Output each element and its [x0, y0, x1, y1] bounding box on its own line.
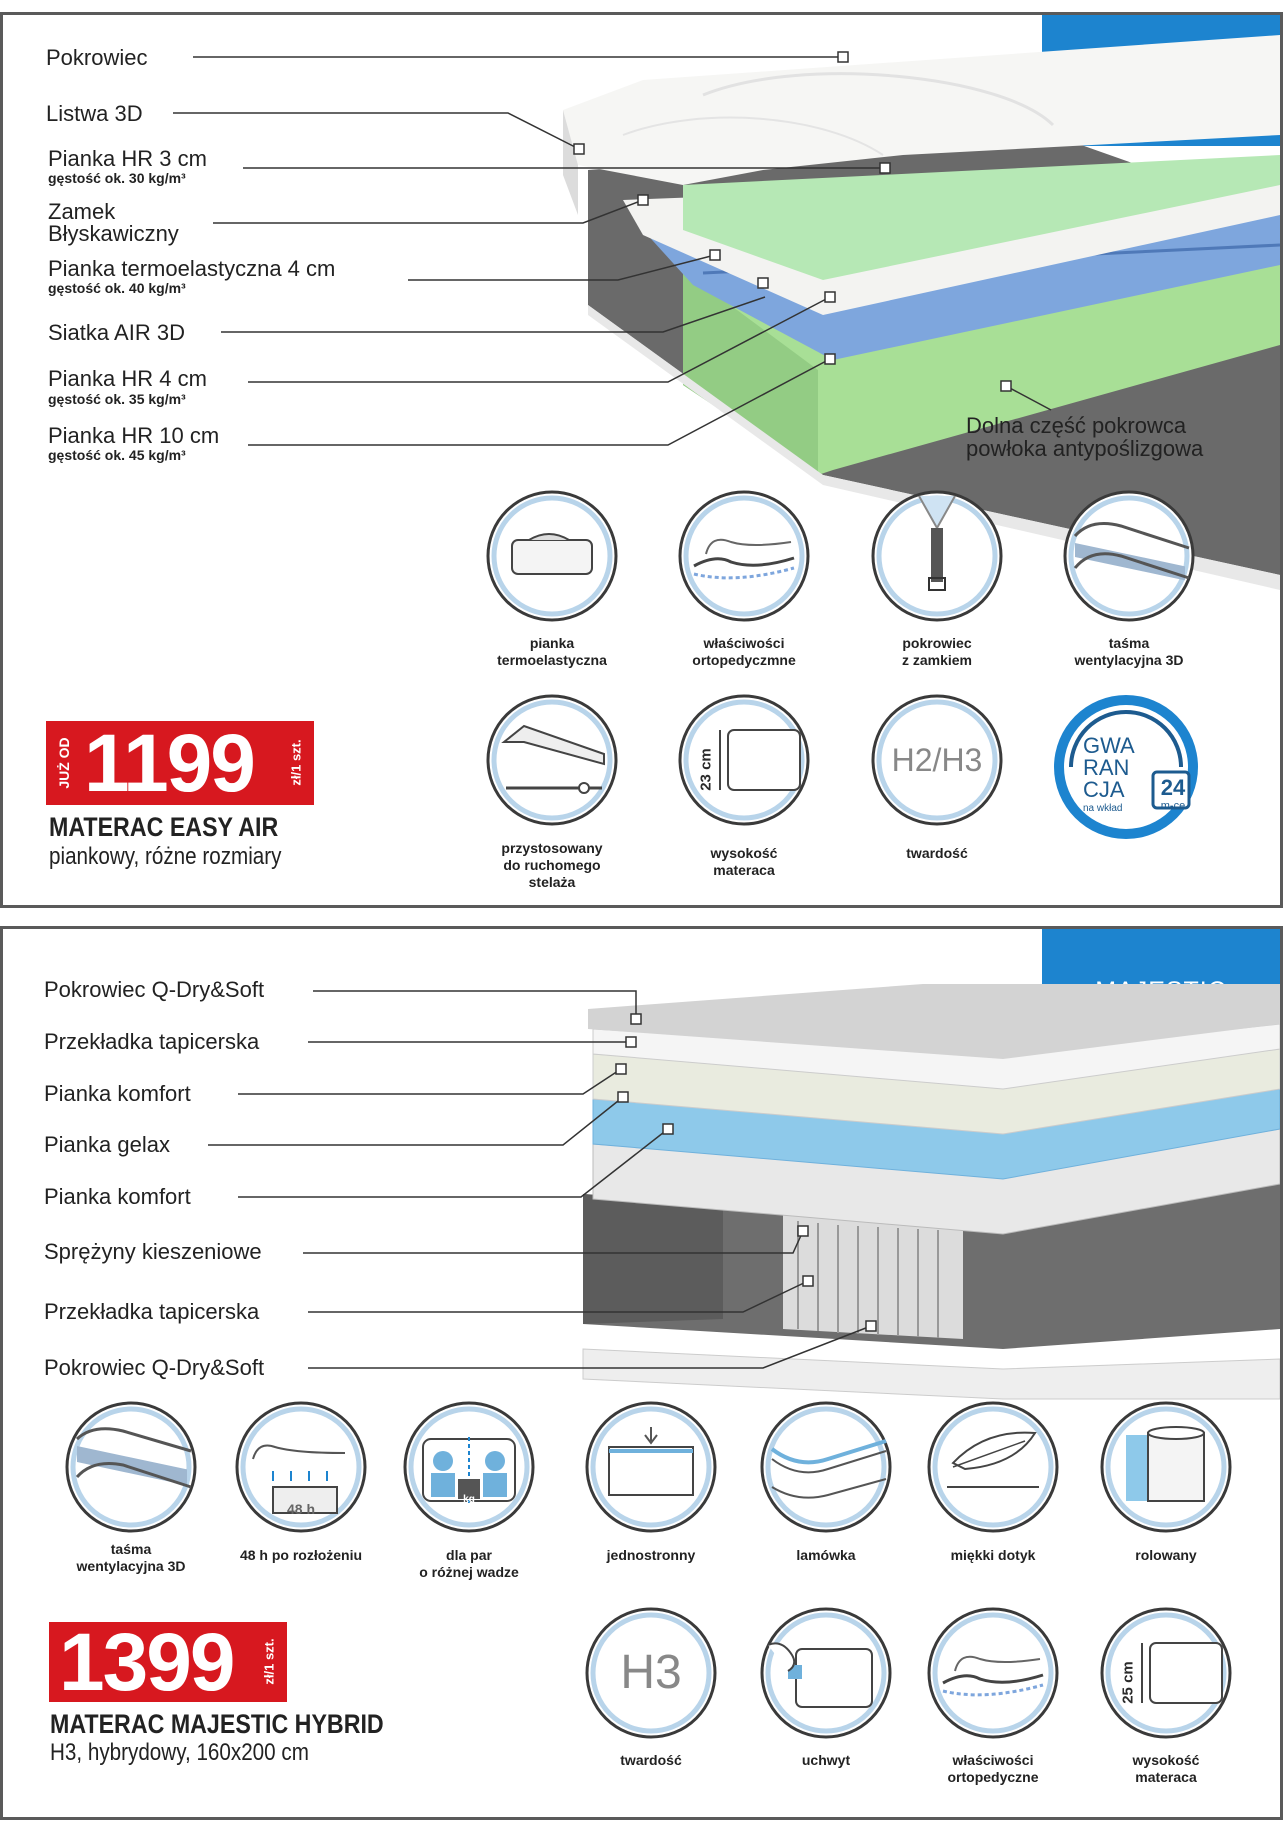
layer-label: Zamek — [48, 199, 116, 224]
warranty-line3: CJA — [1083, 777, 1125, 802]
foam-hand-icon — [484, 488, 620, 624]
easy-air-panel — [0, 12, 1283, 908]
layer-label: Pianka gelax — [44, 1132, 170, 1157]
product-name: MATERAC MAJESTIC HYBRID — [50, 1709, 384, 1739]
layer-label: Przekładka tapicerska — [44, 1029, 260, 1054]
vent-tape-icon — [1061, 488, 1197, 624]
orthopedic-icon — [925, 1605, 1061, 1741]
feature-caption: twardość — [620, 1752, 682, 1768]
product-description: H3, hybrydowy, 160x200 cm — [50, 1739, 309, 1766]
firmness-value: H2/H3 — [891, 742, 983, 778]
layer-label: Pokrowiec — [46, 45, 148, 70]
feather-icon — [925, 1399, 1061, 1535]
handle-icon — [758, 1605, 894, 1741]
orthopedic-icon — [676, 488, 812, 624]
feature-caption: twardość — [906, 845, 968, 861]
price-prefix: JUŻ OD — [56, 737, 72, 789]
price-amount: 1199 — [84, 718, 254, 809]
feature-caption: rolowany — [1135, 1547, 1197, 1563]
height-icon — [676, 692, 812, 828]
warranty-small: na wkład — [1083, 803, 1123, 814]
feature-caption: uchwyt — [801, 1752, 851, 1768]
price-unit: zł/1 szt. — [261, 1638, 277, 1685]
layer-sublabel: gęstość ok. 40 kg/m³ — [48, 280, 186, 296]
feature-caption: 48 h po rozłożeniu — [239, 1547, 363, 1563]
layer-label: Siatka AIR 3D — [48, 320, 185, 345]
layer-label: Błyskawiczny — [48, 221, 179, 246]
one-sided-icon — [583, 1399, 719, 1535]
layer-label: Pianka komfort — [44, 1184, 191, 1209]
layer-sublabel: gęstość ok. 45 kg/m³ — [48, 447, 186, 463]
easy-air-price-tag — [46, 718, 314, 809]
layer-label: Pokrowiec Q-Dry&Soft — [44, 977, 265, 1002]
feature-caption: pokrowiec z zamkiem — [901, 635, 973, 668]
product-description: piankowy, różne rozmiary — [49, 843, 282, 870]
feature-caption: jednostronny — [606, 1547, 696, 1563]
feature-caption: właściwości ortopedyczne — [947, 1752, 1039, 1785]
feature-caption: pianka termoelastyczna — [497, 635, 607, 668]
price-unit: zł/1 szt. — [288, 739, 304, 786]
warranty-months: 24 — [1160, 775, 1186, 800]
warranty-unit: m-ce — [1160, 800, 1186, 812]
kg-value: kg — [463, 1494, 475, 1505]
feature-caption: wysokość materaca — [1132, 1752, 1200, 1785]
product-name: MATERAC EASY AIR — [49, 812, 279, 842]
layer-label: Pianka HR 10 cm — [48, 423, 220, 448]
feature-caption: taśma wentylacyjna 3D — [76, 1541, 186, 1574]
layer-label: Pianka HR 3 cm — [48, 146, 207, 171]
layer-label: Sprężyny kieszeniowe — [44, 1239, 262, 1264]
majestic-panel — [0, 926, 1283, 1820]
48h-value: 48 h — [286, 1501, 315, 1517]
feature-caption: miękki dotyk — [950, 1547, 1036, 1563]
layer-sublabel: gęstość ok. 35 kg/m³ — [48, 391, 186, 407]
bottom-cover-label: Dolna część pokrowca — [966, 413, 1187, 438]
warranty-line1: GWA — [1083, 733, 1135, 758]
firmness-value: H3 — [620, 1646, 682, 1699]
height-icon — [1098, 1605, 1234, 1741]
zipper-icon — [869, 488, 1005, 624]
majestic-price-tag — [49, 1617, 287, 1708]
feature-caption: taśma wentylacyjna 3D — [1074, 635, 1184, 668]
height-value: 23 cm — [697, 748, 715, 791]
feature-caption: przystosowany do ruchomego stelaża — [501, 840, 603, 890]
feature-caption: dla par o różnej wadze — [419, 1547, 519, 1580]
layer-label: Pianka komfort — [44, 1081, 191, 1106]
adjustable-frame-icon — [484, 692, 620, 828]
layer-label: Pianka termoelastyczna 4 cm — [48, 256, 336, 281]
couple-weight-icon — [401, 1399, 537, 1535]
bottom-cover-sublabel: powłoka antypoślizgowa — [966, 436, 1204, 461]
price-amount: 1399 — [59, 1617, 234, 1708]
rolled-icon — [1098, 1399, 1234, 1535]
vent-tape-icon — [63, 1399, 199, 1535]
warranty-line2: RAN — [1083, 755, 1130, 780]
feature-caption: wysokość materaca — [710, 845, 778, 878]
feature-caption: właściwości ortopedyczmne — [692, 635, 796, 668]
layer-label: Listwa 3D — [46, 101, 143, 126]
layer-label: Przekładka tapicerska — [44, 1299, 260, 1324]
layer-label: Pianka HR 4 cm — [48, 366, 207, 391]
height-value: 25 cm — [1119, 1661, 1137, 1704]
piping-icon — [758, 1399, 894, 1535]
feature-caption: lamówka — [796, 1547, 856, 1563]
layer-label: Pokrowiec Q-Dry&Soft — [44, 1355, 265, 1380]
layer-sublabel: gęstość ok. 30 kg/m³ — [48, 170, 186, 186]
